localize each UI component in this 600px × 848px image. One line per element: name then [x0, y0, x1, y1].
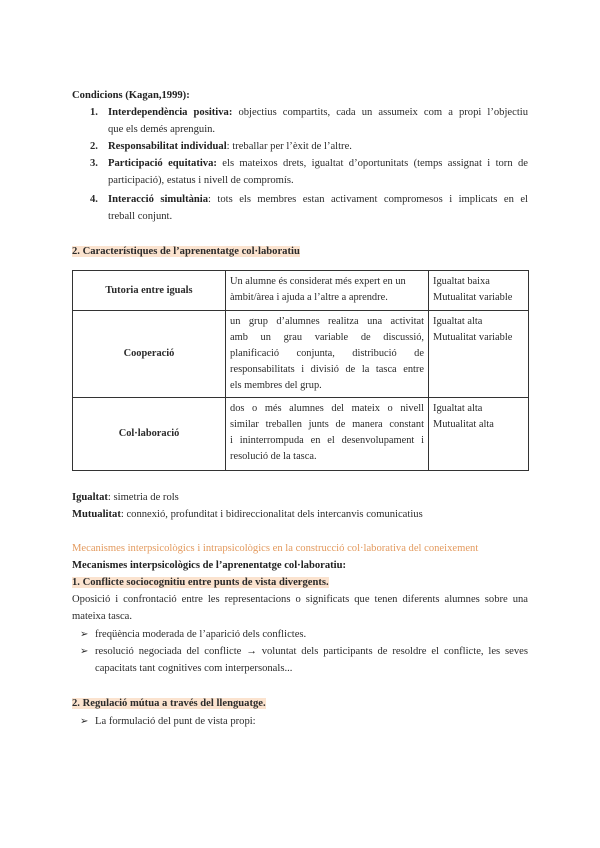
condition-text-cont: participació), estatus i nivell de compromís.	[108, 175, 294, 186]
condition-number: 3.	[90, 158, 98, 169]
arrow-bullet-icon: ➢	[80, 716, 89, 727]
condition-text: : tots els membres estan activament compromesos i implicats en el	[208, 194, 528, 205]
table-cell-name: Cooperació	[73, 311, 226, 398]
table-cell-desc: Un alumne és considerat més expert en un àmbit/àrea i ajuda a l’altre a aprendre.	[226, 271, 429, 311]
mechanism-heading-2: 2. Regulació mútua a través del llenguatge.	[72, 698, 266, 709]
condition-number: 1.	[90, 107, 98, 118]
section-2-title: 2. Característiques de l’aprenentatge col·laboratiu	[72, 246, 300, 257]
table-cell-meta: Igualtat alta Mutualitat variable	[429, 311, 529, 398]
table-row	[73, 398, 529, 471]
condition-number: 4.	[90, 194, 98, 205]
conditions-heading: Condicions (Kagan,1999):	[72, 90, 190, 101]
definition-mutualitat: Mutualitat: connexió, profunditat i bidireccionalitat dels intercanvis comunicatius	[72, 509, 423, 520]
table-row	[73, 271, 529, 311]
bullet-item: freqüència moderada de l’aparició dels conflictes.	[95, 629, 307, 640]
bullet-item: resolució negociada del conflicte → voluntat dels participants de resoldre el conflicte, les seves	[95, 646, 528, 657]
table-row	[73, 311, 529, 398]
characteristics-table	[72, 270, 529, 471]
condition-text-cont: que els demés aprenguin.	[108, 124, 216, 135]
condition-text: els mateixos drets, igualtat d’oportunitats (temps assignat i torn de	[216, 158, 528, 169]
mechanism-heading-1: 1. Conflicte sociocognitiu entre punts de vista divergents.	[72, 577, 329, 588]
table-cell-meta: Igualtat alta Mutualitat alta	[429, 398, 529, 471]
condition-text: : treballar per l’èxit de l’altre.	[226, 141, 352, 152]
bullet-item-cont: capacitats tant cognitives com interpersonals...	[95, 663, 293, 674]
mechanisms-orange-title: Mecanismes interpsicològics i intrapsicològics en la construcció col·laborativa del coneixement	[72, 543, 479, 554]
condition-term: Interacció simultània	[108, 194, 209, 205]
condition-term: Interdependència positiva:	[108, 107, 233, 118]
table-cell-desc: un grup d’alumnes realitza una activitat amb un grau variable de discussió, planificació conjunta, distribució de responsabilitats i divisió de la tasca entre els membres del grup.	[226, 311, 429, 398]
condition-term: Participació equitativa:	[108, 158, 217, 169]
condition-number: 2.	[90, 141, 98, 152]
definition-igualtat: Igualtat: simetria de rols	[72, 492, 179, 503]
condition-term: Responsabilitat individual	[108, 141, 227, 152]
condition-text-cont: treball conjunt.	[108, 211, 173, 222]
table-cell-name: Tutoria entre iguals	[73, 271, 226, 311]
table-cell-name: Col·laboració	[73, 398, 226, 471]
bullet-item: La formulació del punt de vista propi:	[95, 716, 256, 727]
arrow-bullet-icon: ➢	[80, 629, 89, 640]
mechanisms-subtitle: Mecanismes interpsicològics de l’aprenentatge col·laboratiu:	[72, 560, 347, 571]
arrow-bullet-icon: ➢	[80, 646, 89, 657]
table-cell-desc: dos o més alumnes del mateix o nivell similar treballen junts de manera constant i ininterrompuda en el desenvolupament i resolució de la tasca.	[226, 398, 429, 471]
mechanism-paragraph-1-cont: mateixa tasca.	[72, 611, 132, 622]
table-cell-meta: Igualtat baixa Mutualitat variable	[429, 271, 529, 311]
condition-text: objectius compartits, cada un assumeix com a propi l’objectiu	[232, 107, 529, 118]
mechanism-paragraph-1: Oposició i confrontació entre les representacions o significats que tenen diferents alumnes sobre una	[72, 594, 528, 605]
